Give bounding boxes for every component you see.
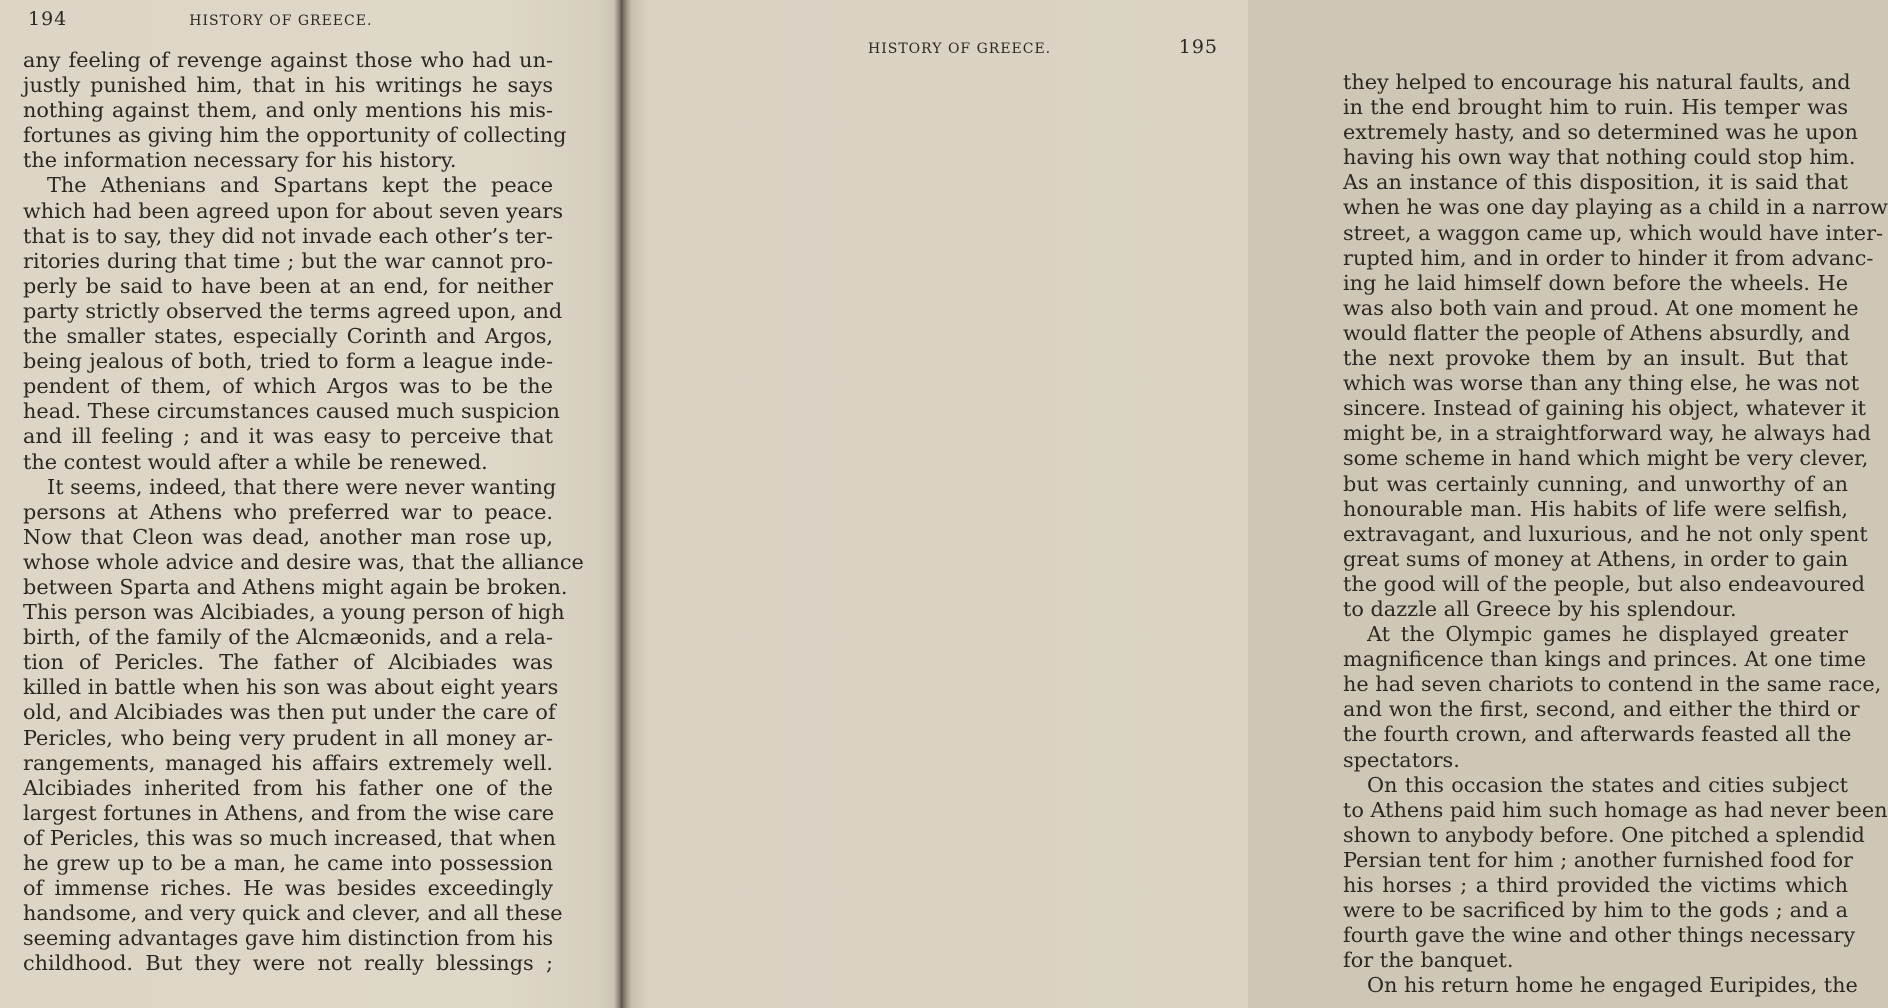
text-line: pendent of them, of which Argos was to be the: [23, 374, 553, 399]
text-line: the contest would after a while be renewed.: [23, 449, 488, 474]
text-line: the smaller states, especially Corinth and Argos,: [23, 324, 553, 349]
left-page-text: [23, 48, 584, 976]
left-page: [0, 0, 612, 1008]
text-line: As an instance of this disposition, it is said that: [1343, 170, 1848, 195]
text-line: Pericles, who being very prudent in all money ar-: [23, 725, 553, 750]
text-line: which had been agreed upon for about seven years: [23, 198, 564, 223]
text-line: seeming advantages gave him distinction from his: [23, 926, 554, 951]
text-line: but was certainly cunning, and unworthy of an: [1343, 471, 1848, 496]
text-line: At the Olympic games he displayed greater: [1367, 622, 1848, 647]
text-line: in the end brought him to ruin. His temper was: [1343, 95, 1848, 120]
text-line: killed in battle when his son was about eight years: [23, 675, 559, 700]
right-running-head: HISTORY OF GREECE.: [868, 41, 1052, 57]
text-line: to dazzle all Greece by his splendour.: [1343, 596, 1737, 621]
text-line: On this occasion the states and cities subject: [1367, 772, 1848, 797]
text-line: magnificence than kings and princes. At one time: [1343, 647, 1867, 672]
left-running-head: HISTORY OF GREECE.: [189, 13, 373, 29]
text-line: nothing against them, and only mentions his mis-: [23, 98, 553, 123]
right-page-number: 195: [1178, 36, 1218, 58]
text-line: This person was Alcibiades, a young person of high: [23, 600, 565, 625]
text-line: rupted him, and in order to hinder it from advanc-: [1343, 245, 1874, 270]
text-line: ritories during that time ; but the war cannot pro-: [23, 248, 553, 273]
text-line: whose whole advice and desire was, that the alliance: [23, 549, 584, 574]
left-page-number: 194: [28, 8, 68, 30]
text-line: and won the first, second, and either the third or: [1343, 697, 1860, 722]
text-line: was also both vain and proud. At one moment he: [1343, 295, 1859, 320]
text-line: handsome, and very quick and clever, and all these: [23, 901, 563, 926]
text-line: perly be said to have been at an end, for neither: [23, 273, 553, 298]
text-line: were to be sacrificed by him to the gods ; and a: [1343, 898, 1848, 923]
left-page-header: [28, 8, 548, 30]
text-line: that is to say, they did not invade each other’s ter-: [23, 223, 553, 248]
text-line: between Sparta and Athens might again be broken.: [23, 574, 568, 599]
text-line: might be, in a straightforward way, he always had: [1343, 421, 1871, 446]
text-line: Persian tent for him ; another furnished food for: [1343, 847, 1853, 872]
text-line: On his return home he engaged Euripides, the: [1367, 973, 1858, 998]
text-line: great sums of money at Athens, in order to gain: [1343, 546, 1849, 571]
text-line: largest fortunes in Athens, and from the wise care: [23, 800, 555, 825]
text-line: being jealous of both, tried to form a league inde-: [23, 349, 553, 374]
text-line: his horses ; a third provided the victims which: [1343, 873, 1848, 897]
text-line: which was worse than any thing else, he was not: [1343, 371, 1860, 396]
text-line: extravagant, and luxurious, and he not only spent: [1343, 521, 1868, 546]
text-line: of immense riches. He was besides exceedingly: [23, 876, 553, 901]
text-line: rangements, managed his affairs extremely well.: [23, 750, 553, 775]
text-line: honourable man. His habits of life were selfish,: [1343, 496, 1848, 521]
text-line: Now that Cleon was dead, another man rose up,: [23, 524, 553, 549]
text-line: when he was one day playing as a child in a narrow: [1343, 195, 1888, 220]
text-line: tion of Pericles. The father of Alcibiades was: [23, 650, 553, 675]
text-line: having his own way that nothing could stop him.: [1343, 145, 1856, 170]
text-line: party strictly observed the terms agreed upon, and: [23, 298, 563, 323]
text-line: the good will of the people, but also endeavoured: [1343, 571, 1865, 596]
text-line: street, a waggon came up, which would have inter-: [1343, 220, 1884, 245]
text-line: some scheme in hand which might be very clever,: [1343, 446, 1869, 471]
text-line: they helped to encourage his natural faults, and: [1343, 70, 1851, 94]
text-line: childhood. But they were not really blessings ;: [23, 951, 553, 976]
text-line: head. These circumstances caused much suspicion: [23, 399, 560, 424]
text-line: of Pericles, this was so much increased, that when: [23, 825, 556, 850]
text-line: The Athenians and Spartans kept the peace: [47, 173, 553, 198]
text-line: Alcibiades inherited from his father one of the: [23, 775, 553, 800]
text-line: to Athens paid him such homage as had never been: [1343, 797, 1888, 822]
right-page: [628, 0, 1888, 1008]
text-line: extremely hasty, and so determined was he upon: [1343, 120, 1858, 145]
text-line: for the banquet.: [1343, 948, 1514, 973]
text-line: sincere. Instead of gaining his object, whatever it: [1343, 396, 1866, 421]
text-line: It seems, indeed, that there were never wanting: [47, 474, 557, 499]
text-line: any feeling of revenge against those who had un-: [23, 48, 553, 72]
right-page-text: [1343, 70, 1888, 998]
text-line: persons at Athens who preferred war to peace.: [23, 499, 553, 524]
text-line: fourth gave the wine and other things necessary: [1343, 923, 1856, 948]
text-line: fortunes as giving him the opportunity of collecting: [23, 123, 567, 148]
text-line: spectators.: [1343, 747, 1460, 772]
text-line: and ill feeling ; and it was easy to perceive that: [23, 424, 553, 449]
text-line: the fourth crown, and afterwards feasted all the: [1343, 722, 1852, 747]
text-line: old, and Alcibiades was then put under the care of: [23, 700, 556, 725]
text-line: he had seven chariots to contend in the same race,: [1343, 672, 1882, 697]
text-line: justly punished him, that in his writings he says: [23, 73, 553, 98]
right-page-header: [868, 36, 1218, 58]
text-line: he grew up to be a man, he came into possession: [23, 851, 553, 875]
text-line: ing he laid himself down before the wheels. He: [1343, 270, 1848, 295]
text-line: the next provoke them by an insult. But that: [1343, 346, 1848, 371]
text-line: would flatter the people of Athens absurdly, and: [1343, 320, 1851, 345]
text-line: the information necessary for his history.: [23, 148, 457, 173]
text-line: birth, of the family of the Alcmæonids, and a rela-: [23, 625, 553, 650]
text-line: shown to anybody before. One pitched a splendid: [1343, 822, 1865, 847]
